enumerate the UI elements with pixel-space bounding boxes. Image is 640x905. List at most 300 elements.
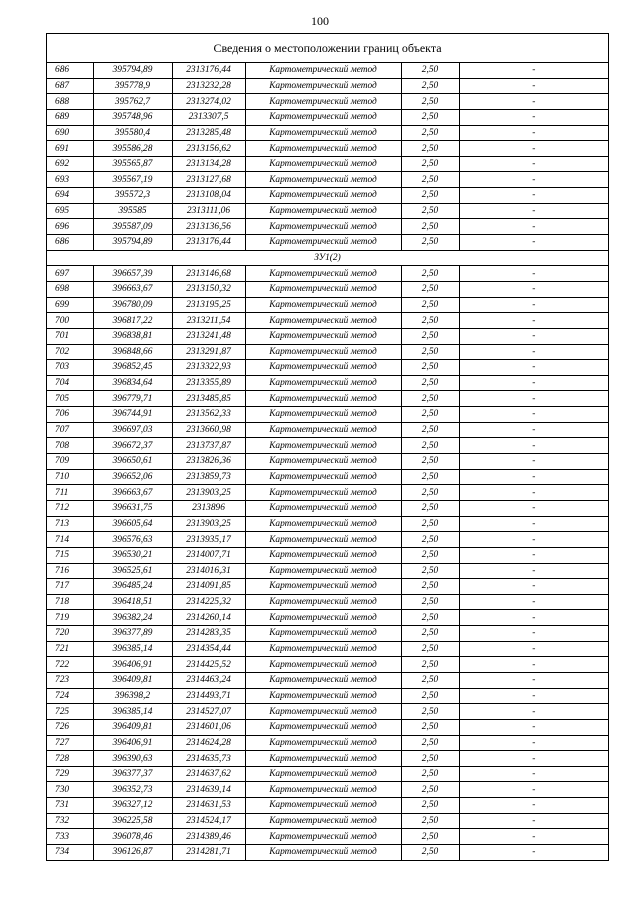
- point-number-cell: 724: [47, 688, 93, 704]
- y-coordinate-cell: 2314260,14: [172, 610, 245, 626]
- accuracy-cell: 2,50: [401, 610, 459, 626]
- table-row: [47, 422, 608, 438]
- y-coordinate-cell: 2314016,31: [172, 563, 245, 579]
- accuracy-cell: 2,50: [401, 172, 459, 188]
- y-coordinate-cell: 2314091,85: [172, 579, 245, 595]
- table-row: [47, 751, 608, 767]
- point-number-cell: 721: [47, 641, 93, 657]
- section-label: ЗУ1(2): [47, 250, 608, 266]
- accuracy-cell: 2,50: [401, 704, 459, 720]
- x-coordinate-cell: 396576,63: [93, 532, 172, 548]
- point-number-cell: 718: [47, 594, 93, 610]
- accuracy-cell: 2,50: [401, 735, 459, 751]
- method-cell: Картометрический метод: [245, 360, 401, 376]
- y-coordinate-cell: 2313211,54: [172, 313, 245, 329]
- x-coordinate-cell: 395794,89: [93, 63, 172, 78]
- method-cell: Картометрический метод: [245, 454, 401, 470]
- accuracy-cell: 2,50: [401, 813, 459, 829]
- table-row: [47, 328, 608, 344]
- note-cell: -: [459, 266, 608, 282]
- method-cell: Картометрический метод: [245, 735, 401, 751]
- method-cell: Картометрический метод: [245, 109, 401, 125]
- point-number-cell: 703: [47, 360, 93, 376]
- x-coordinate-cell: 396525,61: [93, 563, 172, 579]
- point-number-cell: 734: [47, 845, 93, 860]
- accuracy-cell: 2,50: [401, 219, 459, 235]
- y-coordinate-cell: 2314527,07: [172, 704, 245, 720]
- method-cell: Картометрический метод: [245, 563, 401, 579]
- note-cell: -: [459, 610, 608, 626]
- y-coordinate-cell: 2313485,85: [172, 391, 245, 407]
- table-row: [47, 391, 608, 407]
- note-cell: -: [459, 125, 608, 141]
- point-number-cell: 712: [47, 500, 93, 516]
- x-coordinate-cell: 395794,89: [93, 235, 172, 251]
- table-row: [47, 172, 608, 188]
- accuracy-cell: 2,50: [401, 360, 459, 376]
- point-number-cell: 707: [47, 422, 93, 438]
- method-cell: Картометрический метод: [245, 798, 401, 814]
- point-number-cell: 711: [47, 485, 93, 501]
- x-coordinate-cell: 396385,14: [93, 641, 172, 657]
- x-coordinate-cell: 396672,37: [93, 438, 172, 454]
- table-row: [47, 125, 608, 141]
- y-coordinate-cell: 2313903,25: [172, 485, 245, 501]
- method-cell: Картометрический метод: [245, 594, 401, 610]
- method-cell: Картометрический метод: [245, 688, 401, 704]
- table-row: [47, 798, 608, 814]
- accuracy-cell: 2,50: [401, 845, 459, 860]
- y-coordinate-cell: 2314283,35: [172, 626, 245, 642]
- method-cell: Картометрический метод: [245, 610, 401, 626]
- y-coordinate-cell: 2314463,24: [172, 672, 245, 688]
- accuracy-cell: 2,50: [401, 313, 459, 329]
- table-row: [47, 141, 608, 157]
- accuracy-cell: 2,50: [401, 328, 459, 344]
- table-row: [47, 579, 608, 595]
- x-coordinate-cell: 396327,12: [93, 798, 172, 814]
- accuracy-cell: 2,50: [401, 782, 459, 798]
- point-number-cell: 704: [47, 375, 93, 391]
- method-cell: Картометрический метод: [245, 391, 401, 407]
- accuracy-cell: 2,50: [401, 235, 459, 251]
- table-row: [47, 94, 608, 110]
- accuracy-cell: 2,50: [401, 798, 459, 814]
- x-coordinate-cell: 396530,21: [93, 547, 172, 563]
- method-cell: Картометрический метод: [245, 626, 401, 642]
- table-row: [47, 657, 608, 673]
- accuracy-cell: 2,50: [401, 579, 459, 595]
- point-number-cell: 693: [47, 172, 93, 188]
- table-row: [47, 532, 608, 548]
- method-cell: Картометрический метод: [245, 641, 401, 657]
- accuracy-cell: 2,50: [401, 641, 459, 657]
- note-cell: -: [459, 500, 608, 516]
- table-row: [47, 500, 608, 516]
- method-cell: Картометрический метод: [245, 719, 401, 735]
- x-coordinate-cell: 396409,81: [93, 719, 172, 735]
- y-coordinate-cell: 2313562,33: [172, 407, 245, 423]
- point-number-cell: 686: [47, 235, 93, 251]
- note-cell: -: [459, 688, 608, 704]
- y-coordinate-cell: 2313156,62: [172, 141, 245, 157]
- accuracy-cell: 2,50: [401, 829, 459, 845]
- x-coordinate-cell: 396779,71: [93, 391, 172, 407]
- table-row: [47, 641, 608, 657]
- point-number-cell: 716: [47, 563, 93, 579]
- y-coordinate-cell: 2313176,44: [172, 235, 245, 251]
- point-number-cell: 728: [47, 751, 93, 767]
- point-number-cell: 726: [47, 719, 93, 735]
- x-coordinate-cell: 396409,81: [93, 672, 172, 688]
- note-cell: -: [459, 829, 608, 845]
- y-coordinate-cell: 2313660,98: [172, 422, 245, 438]
- y-coordinate-cell: 2313903,25: [172, 516, 245, 532]
- accuracy-cell: 2,50: [401, 719, 459, 735]
- x-coordinate-cell: 396126,87: [93, 845, 172, 860]
- y-coordinate-cell: 2313134,28: [172, 156, 245, 172]
- method-cell: Картометрический метод: [245, 344, 401, 360]
- point-number-cell: 733: [47, 829, 93, 845]
- y-coordinate-cell: 2313241,48: [172, 328, 245, 344]
- table-row: [47, 188, 608, 204]
- y-coordinate-cell: 2313859,73: [172, 469, 245, 485]
- point-number-cell: 694: [47, 188, 93, 204]
- table-row: [47, 203, 608, 219]
- y-coordinate-cell: 2314624,28: [172, 735, 245, 751]
- method-cell: Картометрический метод: [245, 845, 401, 860]
- x-coordinate-cell: 395587,09: [93, 219, 172, 235]
- table-title: Сведения о местоположении границ объекта: [47, 34, 608, 63]
- y-coordinate-cell: 2313274,02: [172, 94, 245, 110]
- x-coordinate-cell: 396663,67: [93, 281, 172, 297]
- note-cell: -: [459, 94, 608, 110]
- table-row: [47, 407, 608, 423]
- x-coordinate-cell: 395585: [93, 203, 172, 219]
- y-coordinate-cell: 2314601,06: [172, 719, 245, 735]
- y-coordinate-cell: 2314635,73: [172, 751, 245, 767]
- y-coordinate-cell: 2314639,14: [172, 782, 245, 798]
- coordinates-table: [47, 63, 608, 860]
- point-number-cell: 696: [47, 219, 93, 235]
- note-cell: -: [459, 547, 608, 563]
- note-cell: -: [459, 563, 608, 579]
- method-cell: Картометрический метод: [245, 188, 401, 204]
- method-cell: Картометрический метод: [245, 375, 401, 391]
- method-cell: Картометрический метод: [245, 328, 401, 344]
- note-cell: -: [459, 751, 608, 767]
- point-number-cell: 713: [47, 516, 93, 532]
- note-cell: -: [459, 719, 608, 735]
- accuracy-cell: 2,50: [401, 485, 459, 501]
- table-row: [47, 219, 608, 235]
- method-cell: Картометрический метод: [245, 704, 401, 720]
- table-row: [47, 813, 608, 829]
- x-coordinate-cell: 396225,58: [93, 813, 172, 829]
- table-row: [47, 109, 608, 125]
- point-number-cell: 689: [47, 109, 93, 125]
- y-coordinate-cell: 2313896: [172, 500, 245, 516]
- note-cell: -: [459, 813, 608, 829]
- x-coordinate-cell: 396817,22: [93, 313, 172, 329]
- point-number-cell: 723: [47, 672, 93, 688]
- point-number-cell: 690: [47, 125, 93, 141]
- x-coordinate-cell: 396377,37: [93, 766, 172, 782]
- y-coordinate-cell: 2314524,17: [172, 813, 245, 829]
- note-cell: -: [459, 469, 608, 485]
- method-cell: Картометрический метод: [245, 672, 401, 688]
- table-row: [47, 626, 608, 642]
- accuracy-cell: 2,50: [401, 454, 459, 470]
- method-cell: Картометрический метод: [245, 141, 401, 157]
- y-coordinate-cell: 2314389,46: [172, 829, 245, 845]
- method-cell: Картометрический метод: [245, 297, 401, 313]
- note-cell: -: [459, 704, 608, 720]
- note-cell: -: [459, 391, 608, 407]
- x-coordinate-cell: 396650,61: [93, 454, 172, 470]
- point-number-cell: 730: [47, 782, 93, 798]
- x-coordinate-cell: 396485,24: [93, 579, 172, 595]
- table-row: [47, 235, 608, 251]
- y-coordinate-cell: 2314281,71: [172, 845, 245, 860]
- y-coordinate-cell: 2314225,32: [172, 594, 245, 610]
- y-coordinate-cell: 2313307,5: [172, 109, 245, 125]
- x-coordinate-cell: 395762,7: [93, 94, 172, 110]
- note-cell: -: [459, 579, 608, 595]
- method-cell: Картометрический метод: [245, 547, 401, 563]
- table-row: [47, 688, 608, 704]
- note-cell: -: [459, 516, 608, 532]
- point-number-cell: 706: [47, 407, 93, 423]
- table-row: [47, 454, 608, 470]
- x-coordinate-cell: 395580,4: [93, 125, 172, 141]
- accuracy-cell: 2,50: [401, 156, 459, 172]
- y-coordinate-cell: 2313111,06: [172, 203, 245, 219]
- method-cell: Картометрический метод: [245, 313, 401, 329]
- note-cell: -: [459, 594, 608, 610]
- x-coordinate-cell: 396078,46: [93, 829, 172, 845]
- y-coordinate-cell: 2314631,53: [172, 798, 245, 814]
- y-coordinate-cell: 2314637,62: [172, 766, 245, 782]
- accuracy-cell: 2,50: [401, 375, 459, 391]
- point-number-cell: 709: [47, 454, 93, 470]
- note-cell: -: [459, 782, 608, 798]
- method-cell: Картометрический метод: [245, 219, 401, 235]
- point-number-cell: 701: [47, 328, 93, 344]
- note-cell: -: [459, 360, 608, 376]
- method-cell: Картометрический метод: [245, 657, 401, 673]
- point-number-cell: 727: [47, 735, 93, 751]
- x-coordinate-cell: 395565,87: [93, 156, 172, 172]
- accuracy-cell: 2,50: [401, 141, 459, 157]
- y-coordinate-cell: 2313176,44: [172, 63, 245, 78]
- point-number-cell: 692: [47, 156, 93, 172]
- accuracy-cell: 2,50: [401, 657, 459, 673]
- table-row: [47, 735, 608, 751]
- accuracy-cell: 2,50: [401, 563, 459, 579]
- accuracy-cell: 2,50: [401, 297, 459, 313]
- note-cell: -: [459, 641, 608, 657]
- note-cell: -: [459, 172, 608, 188]
- table-row: [47, 719, 608, 735]
- note-cell: -: [459, 344, 608, 360]
- method-cell: Картометрический метод: [245, 407, 401, 423]
- note-cell: -: [459, 63, 608, 78]
- note-cell: -: [459, 109, 608, 125]
- note-cell: -: [459, 235, 608, 251]
- point-number-cell: 691: [47, 141, 93, 157]
- accuracy-cell: 2,50: [401, 203, 459, 219]
- accuracy-cell: 2,50: [401, 281, 459, 297]
- note-cell: -: [459, 657, 608, 673]
- note-cell: -: [459, 407, 608, 423]
- x-coordinate-cell: 396744,91: [93, 407, 172, 423]
- point-number-cell: 700: [47, 313, 93, 329]
- accuracy-cell: 2,50: [401, 532, 459, 548]
- note-cell: -: [459, 188, 608, 204]
- method-cell: Картометрический метод: [245, 125, 401, 141]
- point-number-cell: 729: [47, 766, 93, 782]
- x-coordinate-cell: 395778,9: [93, 78, 172, 94]
- method-cell: Картометрический метод: [245, 500, 401, 516]
- x-coordinate-cell: 396848,66: [93, 344, 172, 360]
- method-cell: Картометрический метод: [245, 485, 401, 501]
- point-number-cell: 697: [47, 266, 93, 282]
- accuracy-cell: 2,50: [401, 188, 459, 204]
- accuracy-cell: 2,50: [401, 78, 459, 94]
- x-coordinate-cell: 395586,28: [93, 141, 172, 157]
- point-number-cell: 719: [47, 610, 93, 626]
- x-coordinate-cell: 396382,24: [93, 610, 172, 626]
- table-row: [47, 360, 608, 376]
- note-cell: -: [459, 626, 608, 642]
- accuracy-cell: 2,50: [401, 438, 459, 454]
- y-coordinate-cell: 2313127,68: [172, 172, 245, 188]
- boundary-table-sheet: [46, 33, 609, 861]
- point-number-cell: 710: [47, 469, 93, 485]
- table-row: [47, 829, 608, 845]
- y-coordinate-cell: 2313136,56: [172, 219, 245, 235]
- point-number-cell: 725: [47, 704, 93, 720]
- note-cell: -: [459, 219, 608, 235]
- y-coordinate-cell: 2313322,93: [172, 360, 245, 376]
- y-coordinate-cell: 2313195,25: [172, 297, 245, 313]
- y-coordinate-cell: 2313285,48: [172, 125, 245, 141]
- point-number-cell: 687: [47, 78, 93, 94]
- page-number: 100: [311, 14, 329, 28]
- table-row: [47, 313, 608, 329]
- accuracy-cell: 2,50: [401, 407, 459, 423]
- table-row: [47, 469, 608, 485]
- note-cell: -: [459, 156, 608, 172]
- accuracy-cell: 2,50: [401, 391, 459, 407]
- accuracy-cell: 2,50: [401, 751, 459, 767]
- point-number-cell: 715: [47, 547, 93, 563]
- note-cell: -: [459, 297, 608, 313]
- method-cell: Картометрический метод: [245, 78, 401, 94]
- accuracy-cell: 2,50: [401, 766, 459, 782]
- x-coordinate-cell: 396852,45: [93, 360, 172, 376]
- point-number-cell: 717: [47, 579, 93, 595]
- x-coordinate-cell: 396418,51: [93, 594, 172, 610]
- method-cell: Картометрический метод: [245, 172, 401, 188]
- note-cell: -: [459, 735, 608, 751]
- point-number-cell: 720: [47, 626, 93, 642]
- point-number-cell: 705: [47, 391, 93, 407]
- table-row: [47, 547, 608, 563]
- method-cell: Картометрический метод: [245, 156, 401, 172]
- y-coordinate-cell: 2313232,28: [172, 78, 245, 94]
- accuracy-cell: 2,50: [401, 422, 459, 438]
- y-coordinate-cell: 2314354,44: [172, 641, 245, 657]
- x-coordinate-cell: 396390,63: [93, 751, 172, 767]
- method-cell: Картометрический метод: [245, 94, 401, 110]
- x-coordinate-cell: 396406,91: [93, 735, 172, 751]
- method-cell: Картометрический метод: [245, 813, 401, 829]
- y-coordinate-cell: 2313355,89: [172, 375, 245, 391]
- method-cell: Картометрический метод: [245, 281, 401, 297]
- method-cell: Картометрический метод: [245, 829, 401, 845]
- table-row: [47, 281, 608, 297]
- accuracy-cell: 2,50: [401, 626, 459, 642]
- accuracy-cell: 2,50: [401, 500, 459, 516]
- accuracy-cell: 2,50: [401, 94, 459, 110]
- y-coordinate-cell: 2313935,17: [172, 532, 245, 548]
- method-cell: Картометрический метод: [245, 63, 401, 78]
- x-coordinate-cell: 396406,91: [93, 657, 172, 673]
- point-number-cell: 708: [47, 438, 93, 454]
- table-row: [47, 704, 608, 720]
- method-cell: Картометрический метод: [245, 266, 401, 282]
- accuracy-cell: 2,50: [401, 672, 459, 688]
- table-row: [47, 375, 608, 391]
- x-coordinate-cell: 395748,96: [93, 109, 172, 125]
- table-row: [47, 438, 608, 454]
- method-cell: Картометрический метод: [245, 532, 401, 548]
- accuracy-cell: 2,50: [401, 344, 459, 360]
- note-cell: -: [459, 281, 608, 297]
- method-cell: Картометрический метод: [245, 751, 401, 767]
- accuracy-cell: 2,50: [401, 469, 459, 485]
- table-row: [47, 78, 608, 94]
- note-cell: -: [459, 422, 608, 438]
- point-number-cell: 732: [47, 813, 93, 829]
- table-row: [47, 297, 608, 313]
- x-coordinate-cell: 396697,03: [93, 422, 172, 438]
- accuracy-cell: 2,50: [401, 516, 459, 532]
- table-row: [47, 266, 608, 282]
- y-coordinate-cell: 2313737,87: [172, 438, 245, 454]
- y-coordinate-cell: 2313826,36: [172, 454, 245, 470]
- note-cell: -: [459, 375, 608, 391]
- accuracy-cell: 2,50: [401, 547, 459, 563]
- point-number-cell: 702: [47, 344, 93, 360]
- y-coordinate-cell: 2313146,68: [172, 266, 245, 282]
- x-coordinate-cell: 396631,75: [93, 500, 172, 516]
- point-number-cell: 686: [47, 63, 93, 78]
- method-cell: Картометрический метод: [245, 579, 401, 595]
- table-row: [47, 594, 608, 610]
- y-coordinate-cell: 2313108,04: [172, 188, 245, 204]
- y-coordinate-cell: 2314425,52: [172, 657, 245, 673]
- note-cell: -: [459, 141, 608, 157]
- note-cell: -: [459, 798, 608, 814]
- table-row: [47, 845, 608, 860]
- x-coordinate-cell: 395567,19: [93, 172, 172, 188]
- accuracy-cell: 2,50: [401, 125, 459, 141]
- note-cell: -: [459, 766, 608, 782]
- accuracy-cell: 2,50: [401, 109, 459, 125]
